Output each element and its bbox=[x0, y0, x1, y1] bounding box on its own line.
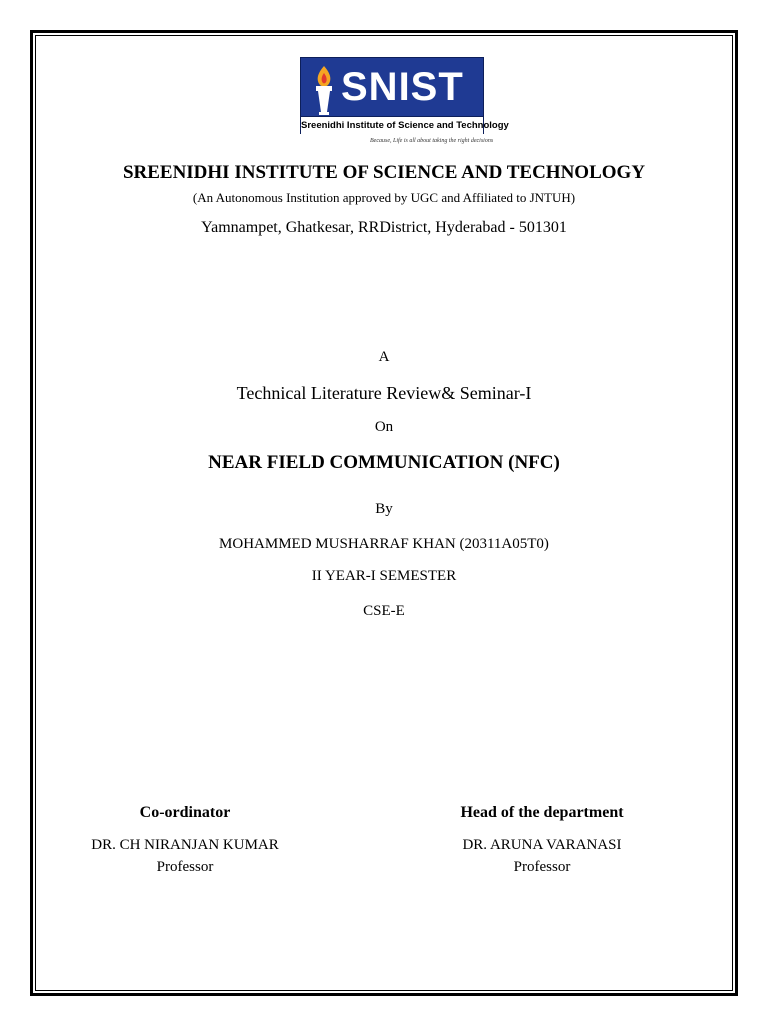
coordinator-name: DR. CH NIRANJAN KUMAR bbox=[91, 837, 279, 853]
hod-role: Head of the department bbox=[460, 804, 624, 821]
hod-name: DR. ARUNA VARANASI bbox=[462, 837, 622, 853]
logo-wordmark: SNIST bbox=[341, 65, 464, 109]
student-name: MOHAMMED MUSHARRAF KHAN (20311A05T0) bbox=[219, 536, 549, 552]
report-on: On bbox=[374, 419, 394, 435]
student-section: CSE-E bbox=[363, 603, 405, 619]
logo-band-text: Sreenidhi Institute of Science and Technology bbox=[301, 116, 483, 134]
coordinator-role: Co-ordinator bbox=[139, 804, 231, 821]
report-type: Technical Literature Review& Seminar-I bbox=[236, 383, 532, 403]
student-semester: II YEAR-I SEMESTER bbox=[311, 568, 457, 584]
institution-address: Yamnampet, Ghatkesar, RRDistrict, Hyderabad - 501301 bbox=[201, 219, 567, 236]
hod-designation: Professor bbox=[513, 859, 571, 875]
coordinator-designation: Professor bbox=[156, 859, 214, 875]
report-by: By bbox=[375, 501, 393, 517]
snist-logo bbox=[300, 57, 509, 134]
institution-subtitle: (An Autonomous Institution approved by UGC and Affiliated to JNTUH) bbox=[192, 190, 576, 205]
report-topic: NEAR FIELD COMMUNICATION (NFC) bbox=[208, 452, 560, 473]
logo-tagline: Because, Life is all about taking the right decisions bbox=[370, 138, 494, 144]
report-article: A bbox=[378, 349, 390, 365]
torch-icon bbox=[311, 64, 337, 116]
institution-name: SREENIDHI INSTITUTE OF SCIENCE AND TECHNOLOGY bbox=[122, 162, 646, 183]
